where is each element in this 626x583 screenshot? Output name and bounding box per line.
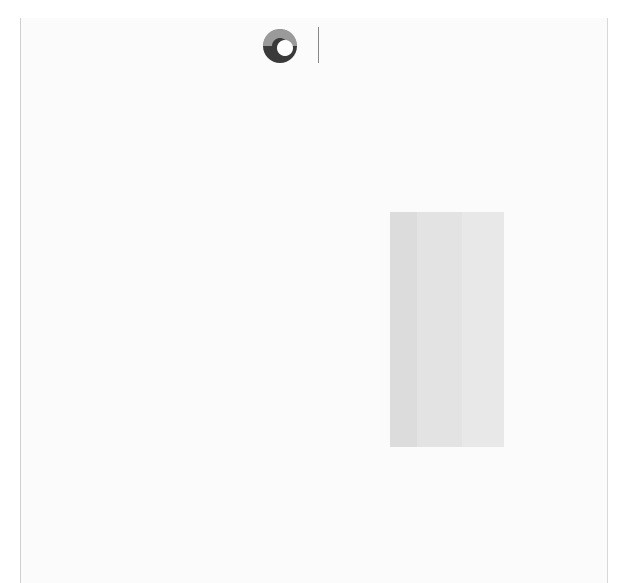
shaded-columns xyxy=(390,212,504,447)
